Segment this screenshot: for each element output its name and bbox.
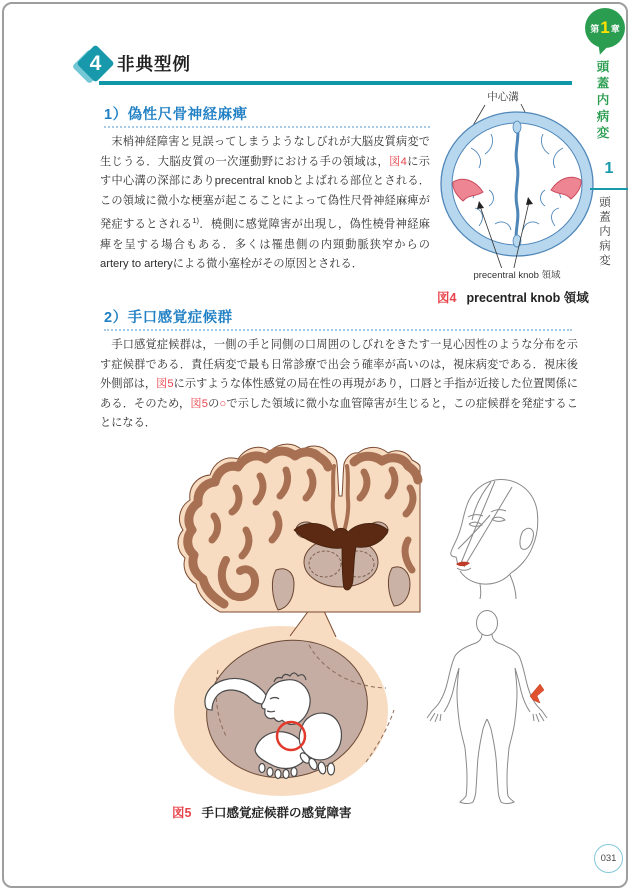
chapter-title-vertical: 頭蓋内病変 <box>595 60 609 143</box>
heading-number: 4 <box>89 52 102 75</box>
body-outline-right <box>487 634 547 804</box>
section2-title: 2）手口感覚症候群 <box>104 310 233 326</box>
figure5-reference: 図5 <box>190 397 208 410</box>
fig5-face-diagram <box>443 474 553 599</box>
fig4-axial-brain-illustration <box>433 96 601 268</box>
sensory-wedge-lines <box>461 481 512 567</box>
heading-underline <box>99 81 572 85</box>
chapter-badge-suffix: 章 <box>610 23 620 34</box>
citation-reference: 1) <box>192 216 200 226</box>
section1-title: 1）偽性尺骨神経麻痺 <box>104 107 248 123</box>
page-title: 非典型例 <box>117 54 191 74</box>
figure5-caption <box>172 803 351 822</box>
body-head <box>477 611 498 636</box>
section2-dotted-rule <box>104 329 572 331</box>
central-sulcus-label: 中心溝 <box>487 91 519 103</box>
chapter-badge-number: 1 <box>600 18 610 37</box>
paragraph-text: 末梢神経障害と見誤ってしまうようなしびれが大脳皮質病変で生じうる．大脳皮質の一次運動野における手の領域は， <box>100 136 430 168</box>
knob-area-label: precentral knob 領域 <box>473 270 561 281</box>
body-outline-left <box>427 634 487 804</box>
tab-section-index: 1 <box>604 160 614 177</box>
figure4-caption-text: precentral knob 領域 <box>466 291 589 305</box>
figure5-caption-text: 手口感覚症候群の感覚障害 <box>201 806 352 820</box>
tab-index-rule <box>590 188 628 190</box>
ear <box>520 528 533 549</box>
chapter-badge-prefix: 第 <box>590 23 600 34</box>
figure4-reference: 図4 <box>389 155 407 168</box>
figure4-caption-tag: 図4 <box>437 291 457 305</box>
figure5-caption-tag: 図5 <box>172 806 192 820</box>
paragraph-text: 手口感覚症候群は，一側の手と同側の口周囲のしびれをきたす一見心因性のような分布を示す症候群である．責任病変で最も日常診療で出会う確率が高いのは，視床病変である．視床後外側部は， <box>100 339 578 391</box>
section1-paragraph <box>100 133 430 275</box>
fig5-body-diagram <box>420 608 555 808</box>
heading-number-diamond <box>76 45 116 85</box>
red-lips <box>456 562 470 567</box>
fig5-thalamus-homunculus-illustration <box>158 440 424 808</box>
paragraph-text: に示す中心溝の深部にありprecentral knobとよばれる部位とされる．この領域に微小な梗塞が起こることによって偽性尺骨神経麻痺が発症するとされる <box>100 155 430 232</box>
section2-paragraph <box>100 336 578 434</box>
chapter-badge-tail <box>596 43 609 56</box>
paragraph-text: に示すような体性感覚の局在性の再現があり，口唇と手指が近接した位置関係にある．そのため， <box>100 378 578 410</box>
chapter-badge <box>585 8 625 48</box>
page-number-badge: 031 <box>594 844 623 873</box>
red-thumb-highlight <box>530 684 544 703</box>
section1-dotted-rule <box>104 126 430 128</box>
paragraph-text: の <box>207 397 220 410</box>
paragraph-text: で示した領域に微小な血管障害が生じると，この症候群を発症することになる． <box>100 397 578 430</box>
red-circle-mark: ○ <box>219 397 227 410</box>
coronal-brain-section <box>178 444 420 612</box>
tab-section-title-vertical: 頭蓋内病変 <box>598 196 610 269</box>
figure5-reference: 図5 <box>156 378 174 391</box>
paragraph-text: ．橈側に感覚障害が出現し，偽性橈骨神経麻痺を呈する場合もある．多くは罹患側の内頸動脈狭窄からのartery to arteryによる微小塞栓がその原因とされる． <box>100 219 430 271</box>
neck <box>480 575 516 599</box>
figure4-caption <box>437 288 589 307</box>
